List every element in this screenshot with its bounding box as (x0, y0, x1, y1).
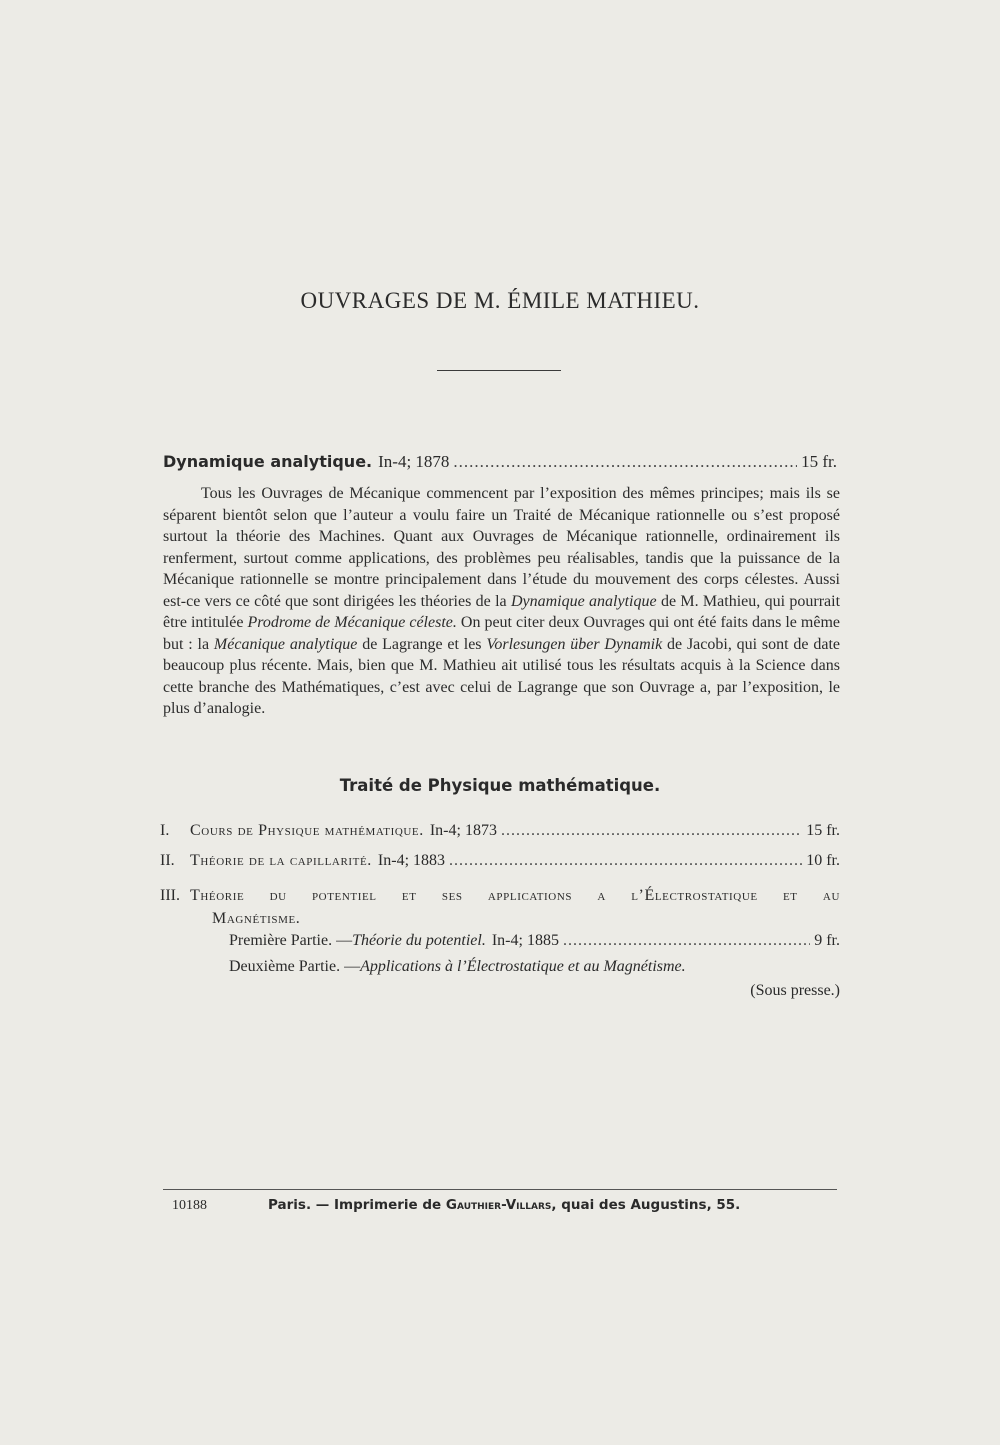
footer-divider (163, 1189, 837, 1190)
part-two (229, 958, 840, 976)
part-label: Première Partie. — (229, 932, 353, 949)
list-item-2 (160, 852, 840, 870)
part-details: In-4; 1885 (491, 932, 559, 949)
part-title: Théorie du potentiel. (352, 932, 486, 949)
item-price: 15 fr. (806, 822, 840, 839)
leader-dots (453, 452, 797, 472)
item-title: Cours de Physique mathématique. (190, 822, 424, 839)
paragraph-italic1: Dynamique analytique (510, 592, 657, 610)
entry-dynamique (163, 452, 837, 472)
title-divider (437, 370, 561, 371)
entry-name: Dynamique analytique. (163, 452, 373, 471)
print-code: 10188 (172, 1198, 207, 1213)
description-paragraph (163, 483, 840, 720)
paragraph-part5: de Jacobi, qui sont de date beaucoup plus récente. Mais, bien que M. Mathieu ait utilisé tous les résultats acquis à la Science dans cette branche des Mathématiques, c’est avec celui de Lagrange que son Ouvrage a, par l’exposition, le plus d’analogie. (163, 635, 840, 717)
press-note: (Sous presse.) (750, 982, 840, 999)
section-heading: Traité de Physique mathématique. (339, 776, 661, 795)
printer-footer (172, 1197, 832, 1214)
entry-details: In-4; 1878 (378, 452, 450, 471)
paragraph-italic2: Prodrome de Mécanique céleste. (247, 614, 457, 631)
paragraph-part1: Tous les Ouvrages de Mécanique commencent par l’exposition des mêmes principes; mais ils se séparent bientôt selon que l’auteur a voulu faire un Traité de Mécanique rationnelle ou s’est proposé surtout la théorie des Machines. Quant aux Ouvrages de Mécanique rationnelle, ordinairement ils renferment, surtout comme applications, des problèmes peu réalisables, tandis que la puissance de la Mécanique rationnelle se montre principalement dans l’étude du mouvement des corps célestes. Aussi est-ce vers ce côté que sont dirigées les théories de la (163, 485, 840, 610)
part-title: Applications à l’Électrostatique et au Magnétisme. (360, 958, 686, 975)
imprint-text (268, 1197, 740, 1213)
item-number: II. (160, 852, 175, 869)
paragraph-part2: de M. Mathieu, qui pourrait être intitulée (163, 592, 841, 631)
leader-dots (501, 822, 802, 840)
item-title: Théorie de la capillarité. (190, 852, 372, 869)
list-item-1 (160, 822, 840, 840)
imprint-suffix: , quai des Augustins, 55. (551, 1197, 741, 1213)
item-details: In-4; 1873 (429, 822, 497, 839)
paragraph-italic4: Vorlesungen über Dynamik (486, 635, 663, 653)
item-title-line1: Théorie du potentiel et ses applications a l’Électrostatique et au (190, 887, 840, 904)
page-title: OUVRAGES DE M. ÉMILE MATHIEU. (300, 288, 700, 313)
imprint-printer: Gauthier-Villars (445, 1197, 552, 1213)
list-item-3 (160, 884, 840, 930)
paragraph-part3: On peut citer deux Ouvrages qui ont été faits dans le même but : la (163, 614, 840, 653)
paragraph-italic3: Mécanique analytique (213, 635, 358, 653)
entry-price: 15 fr. (801, 452, 837, 471)
part-label: Deuxième Partie. — (229, 958, 361, 975)
paragraph-part4: de Lagrange et les (357, 635, 487, 653)
leader-dots (449, 852, 802, 870)
item-number: I. (160, 822, 170, 839)
part-one (229, 932, 840, 950)
item-price: 10 fr. (806, 852, 840, 869)
imprint-prefix: Paris. — Imprimerie de (268, 1197, 446, 1213)
leader-dots (563, 932, 810, 950)
item-title-line2: Magnétisme. (212, 910, 301, 927)
item-number: III. (160, 887, 180, 904)
part-price: 9 fr. (814, 932, 840, 949)
item-details: In-4; 1883 (377, 852, 446, 869)
